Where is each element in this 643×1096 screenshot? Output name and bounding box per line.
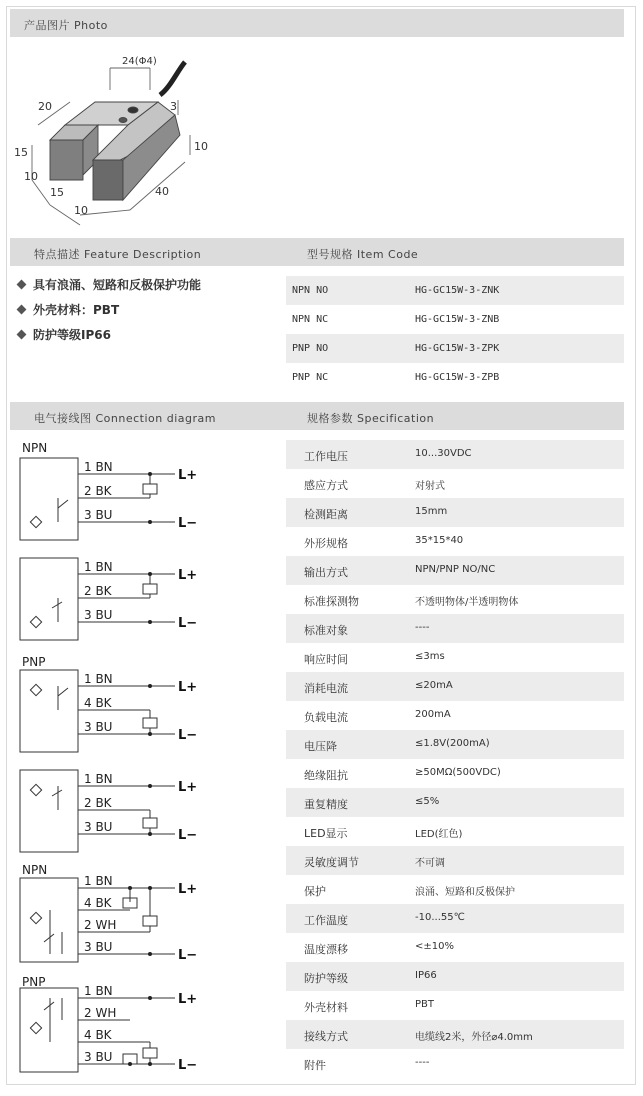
dim-10-left-label: 10 [24,170,38,183]
spec-value: ≥50MΩ(500VDC) [415,767,501,778]
dim-15-height-label: 15 [14,146,28,159]
spec-row [286,904,624,933]
svg-text:1 BN: 1 BN [84,984,113,998]
item-code-row: NPN NC HG-GC15W-3-ZNB [292,314,500,325]
spec-row [286,701,624,730]
spec-row [286,585,624,614]
svg-text:1 BN: 1 BN [84,874,113,888]
spec-value: ≤5% [415,796,440,807]
spec-value: 浪涌、短路和反极保护 [415,887,515,898]
spec-label: 外形规格 [304,537,348,550]
connection-section-title: 电气接线图 Connection diagram [34,412,216,425]
spec-value: LED(红色) [415,829,463,840]
svg-text:2 WH: 2 WH [84,1006,117,1020]
spec-label: 消耗电流 [304,682,348,695]
item-code-row: PNP NO HG-GC15W-3-ZPK [286,334,624,363]
dim-20-label: 20 [38,100,52,113]
svg-text:3 BU: 3 BU [84,940,113,954]
dim-15-slot-label: 15 [50,186,64,199]
spec-row [286,846,624,875]
spec-label: 重复精度 [304,798,348,811]
spec-value: ≤20mA [415,680,453,691]
spec-row [286,672,624,701]
photo-section-header [10,9,624,37]
svg-text:L−: L− [178,828,198,843]
spec-row [286,440,624,469]
spec-value: ---- [415,622,430,633]
feature-item: 外壳材料：PBT [18,301,119,318]
svg-text:L−: L− [178,616,198,631]
spec-row [286,498,624,527]
spec-value: <±10% [415,941,454,952]
svg-text:4 BK: 4 BK [84,1028,112,1042]
spec-row [286,817,624,846]
spec-label: 外壳材料 [304,1001,348,1014]
spec-row [286,469,624,498]
spec-row [286,527,624,556]
diamond-icon [17,305,27,315]
dim-40-label: 40 [155,185,169,198]
svg-text:1 BN: 1 BN [84,560,113,574]
spec-section-title: 规格参数 Specification [307,412,435,425]
svg-text:3 BU: 3 BU [84,508,113,522]
svg-text:2 BK: 2 BK [84,484,112,498]
dim-cable-label: 24(Φ4) [122,56,157,67]
spec-value: 不透明物体/半透明物体 [415,597,519,608]
svg-text:L+: L+ [178,568,198,583]
feature-section-header [10,238,624,266]
spec-row [286,1049,624,1078]
spec-row [286,788,624,817]
svg-text:NPN: NPN [22,863,48,877]
svg-text:2 BK: 2 BK [84,796,112,810]
spec-value: -10...55℃ [415,912,465,923]
svg-text:3 BU: 3 BU [84,720,113,734]
svg-text:L−: L− [178,516,198,531]
spec-value: ---- [415,1057,430,1068]
svg-text:3 BU: 3 BU [84,1050,113,1064]
spec-label: 工作温度 [304,914,348,927]
svg-text:1 BN: 1 BN [84,672,113,686]
spec-value: 10...30VDC [415,448,472,459]
feature-item: 具有浪涌、短路和反极保护功能 [18,276,201,293]
spec-label: 接线方式 [304,1030,348,1043]
spec-label: 灵敏度调节 [304,856,359,869]
spec-row [286,962,624,991]
svg-text:L+: L+ [178,468,198,483]
svg-text:L+: L+ [178,680,198,695]
spec-label: 标准探测物 [304,595,359,608]
spec-label: 响应时间 [304,653,348,666]
spec-row [286,933,624,962]
spec-row [286,556,624,585]
svg-text:PNP: PNP [22,975,46,989]
spec-row [286,991,624,1020]
spec-row [286,730,624,759]
spec-row [286,759,624,788]
svg-text:3 BU: 3 BU [84,608,113,622]
spec-label: 标准对象 [304,624,348,637]
spec-label: 附件 [304,1059,326,1072]
svg-text:4 BK: 4 BK [84,896,112,910]
photo-section-title: 产品图片 Photo [24,19,108,32]
product-drawing [10,40,270,230]
spec-value: IP66 [415,970,437,981]
connection-diagrams [10,436,280,1081]
svg-text:1 BN: 1 BN [84,772,113,786]
svg-text:4 BK: 4 BK [84,696,112,710]
svg-text:2 BK: 2 BK [84,584,112,598]
spec-value: 电缆线2米，外径⌀4.0mm [415,1032,533,1043]
spec-label: 温度漂移 [304,943,348,956]
item-code-row: PNP NC HG-GC15W-3-ZPB [292,372,500,383]
svg-text:2 WH: 2 WH [84,918,117,932]
spec-label: 工作电压 [304,450,348,463]
connection-section-header [10,402,624,430]
spec-value: PBT [415,999,434,1010]
svg-text:3 BU: 3 BU [84,820,113,834]
spec-label: 绝缘阻抗 [304,769,348,782]
spec-value: 不可调 [415,858,445,869]
item-code-section-title: 型号规格 Item Code [307,248,419,261]
svg-text:L−: L− [178,1058,198,1073]
spec-label: 感应方式 [304,479,348,492]
spec-value: 35*15*40 [415,535,464,546]
svg-text:L−: L− [178,728,198,743]
spec-value: ≤3ms [415,651,445,662]
spec-value: 15mm [415,506,448,517]
spec-value: NPN/PNP NO/NC [415,564,496,575]
svg-text:L+: L+ [178,780,198,795]
spec-row [286,643,624,672]
svg-text:L+: L+ [178,882,198,897]
dim-10-bottom-label: 10 [74,204,88,217]
spec-label: 负载电流 [304,711,348,724]
diamond-icon [17,280,27,290]
spec-value: ≤1.8V(200mA) [415,738,490,749]
svg-text:NPN: NPN [22,441,48,455]
diamond-icon [17,330,27,340]
dim-3-label: 3 [170,100,177,113]
spec-row [286,1020,624,1049]
item-code-row: NPN NO HG-GC15W-3-ZNK [286,276,624,305]
spec-label: 输出方式 [304,566,348,579]
spec-value: 对射式 [415,481,445,492]
spec-label: 保护 [304,885,326,898]
spec-row [286,614,624,643]
spec-label: 防护等级 [304,972,348,985]
svg-text:PNP: PNP [22,655,46,669]
spec-label: LED显示 [304,827,348,840]
svg-text:1 BN: 1 BN [84,460,113,474]
spec-label: 电压降 [304,740,337,753]
svg-text:L+: L+ [178,992,198,1007]
feature-section-title: 特点描述 Feature Description [34,248,202,261]
dim-10-right-label: 10 [194,140,208,153]
spec-row [286,875,624,904]
feature-item: 防护等级IP66 [18,326,111,343]
svg-text:L−: L− [178,948,198,963]
spec-label: 检测距离 [304,508,348,521]
spec-value: 200mA [415,709,451,720]
